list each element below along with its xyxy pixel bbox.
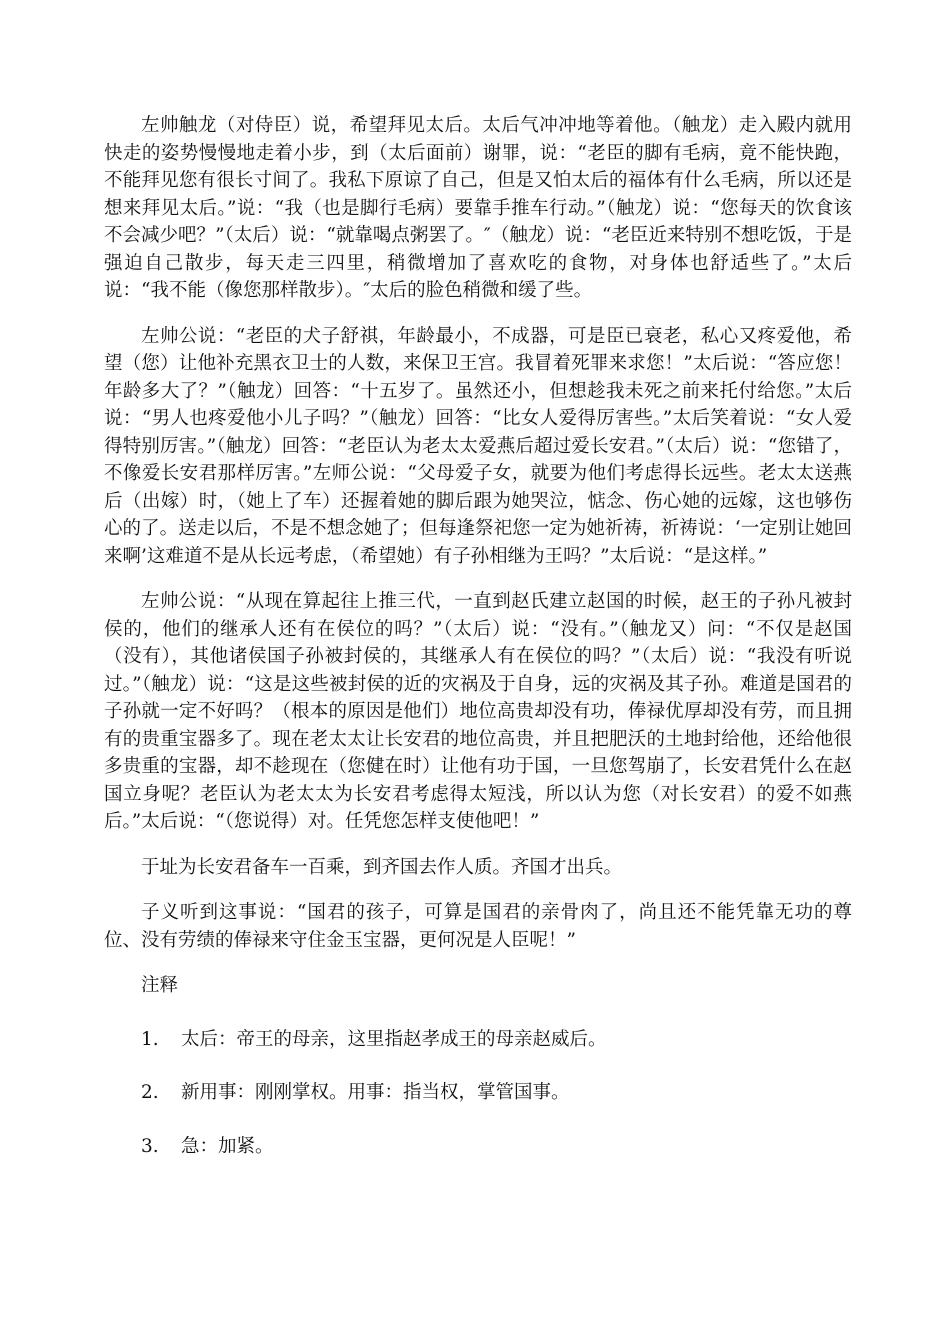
paragraph-2: 左帅公说：“老臣的犬子舒祺，年龄最小，不成器，可是臣已衰老，私心又疼爱他，希望（您）让他补充黑衣卫士的人数，来保卫王宫。我冒着死罪来求您！”太后说：“答应您！年龄多大了？”（触龙）回答：“十五岁了。虽然还小，但想趁我未死之前来托付给您。”太后说：“男人也疼爱他小儿子吗？”（触龙）回答：“比女人爱得厉害些。”太后笑着说：“女人爱得特别厉害。”（触龙）回答：“老臣认为老太太爱燕后超过爱长安君。”（太后）说：“您错了，不像爱长安君那样厉害。”左师公说：“父母爱子女，就要为他们考虑得长远些。老太太送燕后（出嫁）时，（她上了车）还握着她的脚后跟为她哭泣，惦念、伤心她的远嫁，这也够伤心的了。送走以后，不是不想念她了；但每逢祭祀您一定为她祈祷，祈祷说：‘一定别让她回来啊’这难道不是从长远考虑，（希望她）有子孙相继为王吗？”太后说：“是这样。”	[104, 325, 852, 567]
note-number: 1.	[141, 1028, 159, 1050]
paragraph-5: 子义听到这事说：“国君的孩子，可算是国君的亲骨肉了，尚且还不能凭靠无功的尊位、没有劳绩的俸禄来守住金玉宝器，更何况是人臣呢！”	[104, 902, 852, 951]
note-item-2	[104, 1079, 852, 1107]
paragraph-3: 左帅公说：“从现在算起往上推三代，一直到赵氏建立赵国的时候，赵王的子孙凡被封侯的，他们的继承人还有在侯位的吗？”（太后）说：“没有。”（触龙又）问：“不仅是赵国（没有），其他诸侯国子孙被封侯的，其继承人有在侯位的吗？”（太后）说：“我没有听说过。”（触龙）说：“这是这些被封侯的近的灾祸及于自身，远的灾祸及其子孙。难道是国君的子孙就一定不好吗？（根本的原因是他们）地位高贵却没有功，俸禄优厚却没有劳，而且拥有的贵重宝器多了。现在老太太让长安君的地位高贵，并且把肥沃的土地封给他，还给他很多贵重的宝器，却不趁现在（您健在时）让他有功于国，一旦您驾崩了，长安君凭什么在赵国立身呢？老臣认为老太太为长安君考虑得太短浅，所以认为您（对长安君）的爱不如燕后。”太后说：“（您说得）对。任凭您怎样支使他吧！”	[104, 591, 852, 832]
note-item-1	[104, 1026, 852, 1054]
note-number: 3.	[141, 1135, 159, 1157]
notes-heading: 注释	[141, 975, 179, 996]
note-number: 2.	[141, 1082, 159, 1103]
note-text: 新用事：刚刚掌权。用事：指当权，掌管国事。	[181, 1082, 570, 1103]
note-text: 太后：帝王的母亲，这里指赵孝成王的母亲赵威后。	[181, 1028, 607, 1050]
paragraph-4: 于址为长安君备车一百乘，到齐国去作人质。齐国才出兵。	[141, 856, 623, 878]
document-page	[104, 112, 852, 1186]
paragraph-1: 左帅触龙（对侍臣）说，希望拜见太后。太后气冲冲地等着他。（触龙）走入殿内就用快走的姿势慢慢地走着小步，到（太后面前）谢罪，说：“老臣的脚有毛病，竟不能快跑，不能拜见您有很长寸间了。我私下原谅了自己，但是又怕太后的福体有什么毛病，所以还是想来拜见太后。”说：“我（也是脚行毛病）要靠手推车行动。”（触龙）说：“您每天的饮食该不会减少吧？”（太后）说：“就靠喝点粥罢了。″（触龙）说：“老臣近来特别不想吃饭，于是强迫自己散步，每天走三四里，稍微增加了喜欢吃的食物，对身体也舒适些了。”太后说：“我不能（像您那样散步）。″太后的脸色稍微和缓了些。	[104, 115, 852, 301]
note-item-3	[104, 1133, 852, 1161]
note-text: 急：加紧。	[181, 1135, 274, 1157]
